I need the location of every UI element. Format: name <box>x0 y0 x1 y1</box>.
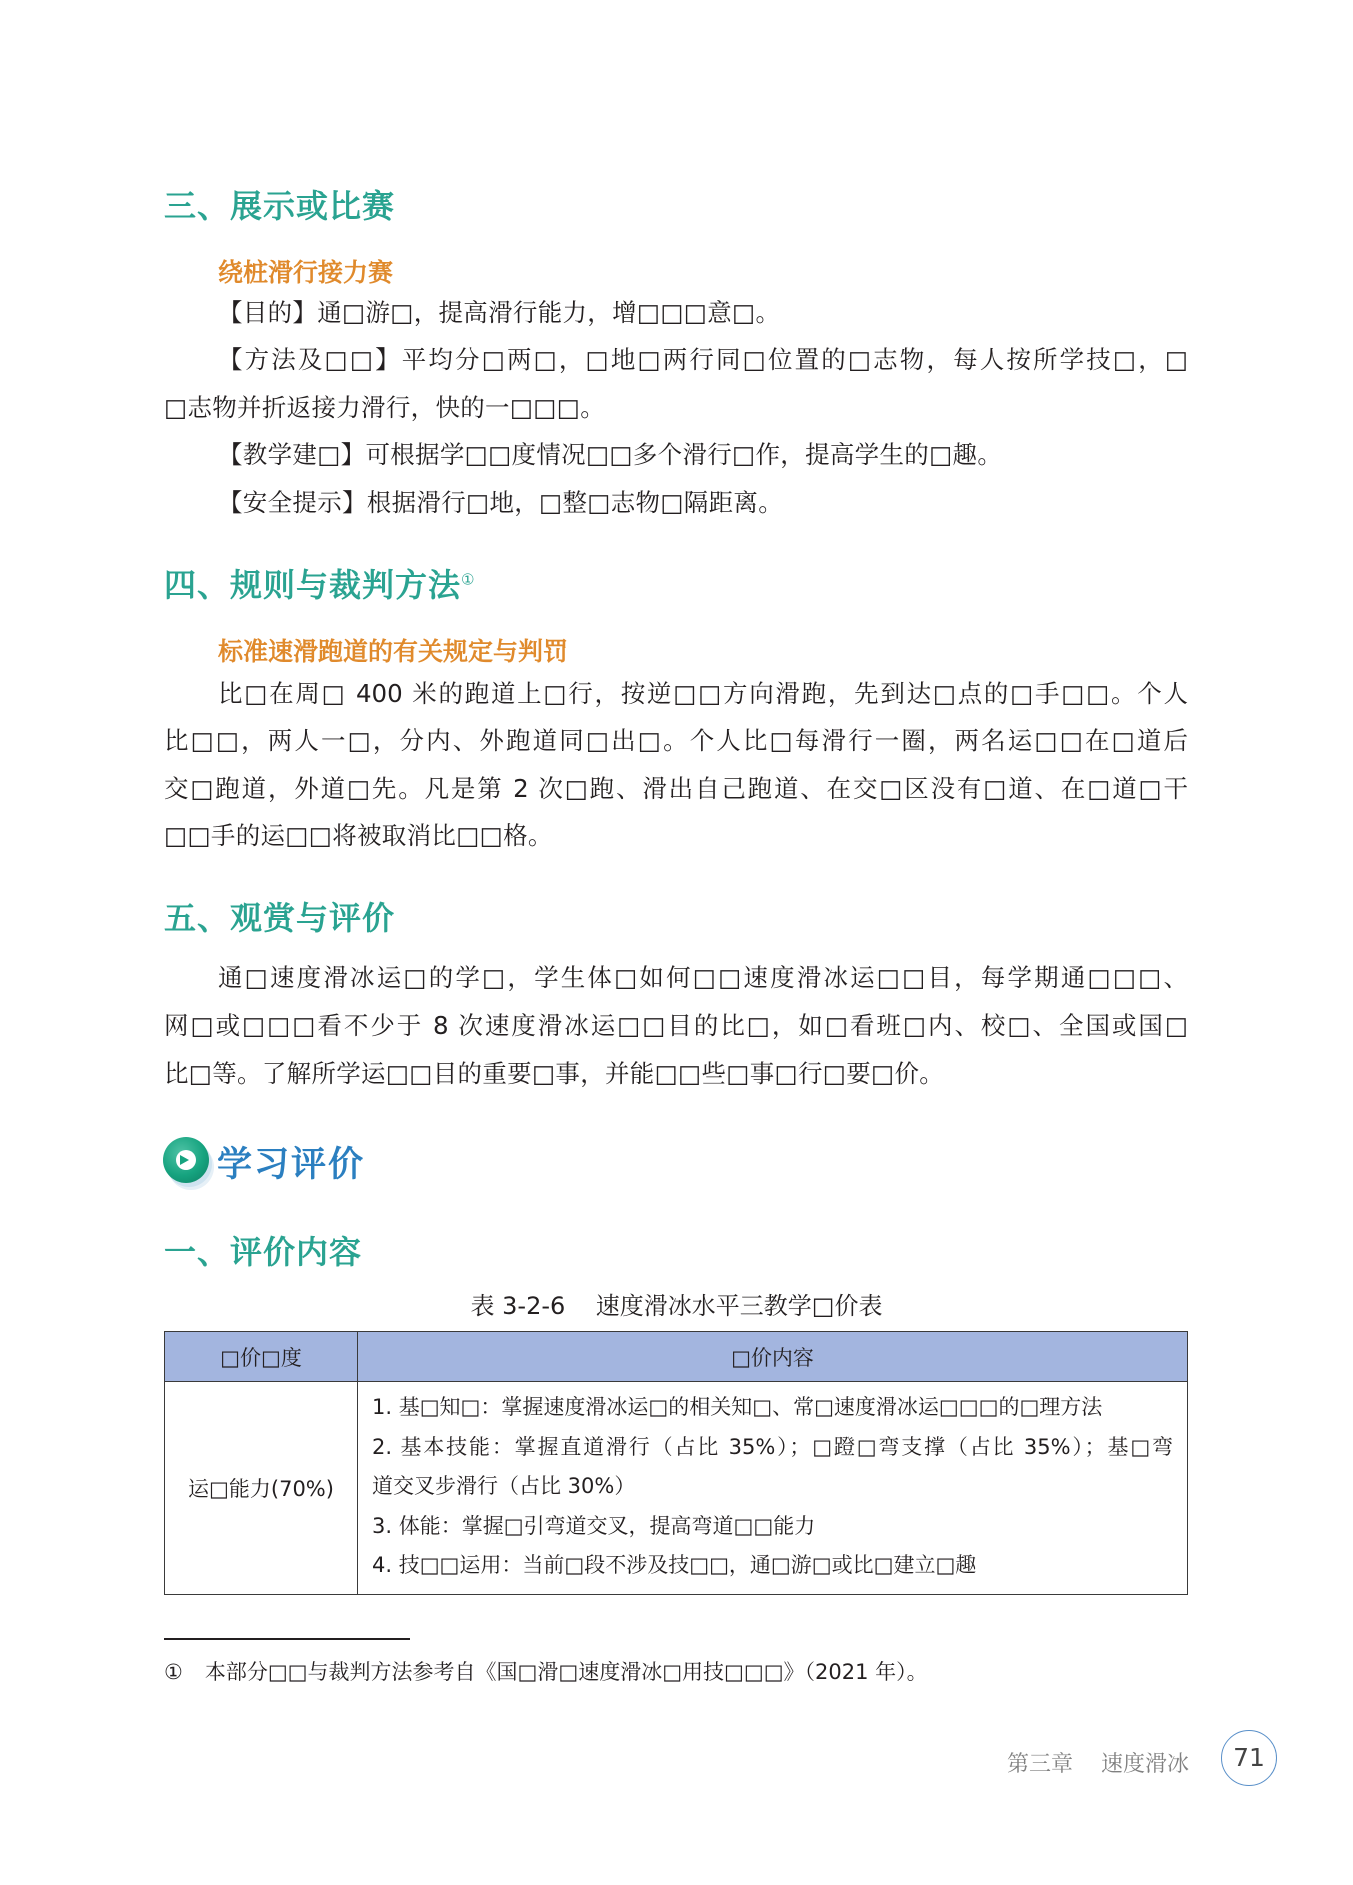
paragraph-line: 比□□，两人一□，分内、外跑道同□出□。个人比□每滑行一圈，两名运□□在□道后 <box>164 726 1188 755</box>
paragraph-line: 【目的】通□游□，提高滑行能力，增□□□意□。 <box>218 298 781 327</box>
section-heading-3: 三、展示或比赛 <box>164 187 396 225</box>
table-header-row <box>165 1332 1188 1382</box>
content-line: 道交叉步滑行（占比 30%） <box>372 1474 636 1498</box>
section-heading-4 <box>164 560 475 606</box>
paragraph-line: 【安全提示】根据滑行□地，□整□志物□隔距离。 <box>218 488 783 517</box>
paragraph-line: 交□跑道，外道□先。凡是第 2 次□跑、滑出自己跑道、在交□区没有□道、在□道□干 <box>164 774 1188 803</box>
footnote-text: 本部分□□与裁判方法参考自《国□滑□速度滑冰□用技□□□》（2021 年）。 <box>204 1660 928 1684</box>
content-line: 4. 技□□运用：当前□段不涉及技□□，通□游□或比□建立□趣 <box>372 1553 977 1577</box>
paragraph-line: □志物并折返接力滑行，快的一□□□。 <box>164 393 605 422</box>
subheading-track-rules: 标准速滑跑道的有关规定与判罚 <box>218 637 569 666</box>
learning-evaluation-label: 学习评价 <box>217 1145 366 1185</box>
section-heading-5: 五、观赏与评价 <box>164 899 396 937</box>
page-number: 71 <box>1221 1730 1277 1786</box>
footnote-divider <box>164 1638 410 1640</box>
paragraph-line: 比□在周□ 400 米的跑道上□行，按逆□□方向滑跑，先到达□点的□手□□。个人 <box>218 679 1188 708</box>
table-cell-content <box>358 1382 1188 1595</box>
table-row <box>165 1382 1188 1595</box>
table-cell-dimension: 运□能力(70%) <box>165 1382 358 1595</box>
arrow-right-circle-icon <box>163 1137 209 1183</box>
paragraph-line: 网□或□□□看不少于 8 次速度滑冰运□□目的比□，如□看班□内、校□、全国或国□ <box>164 1011 1188 1040</box>
chapter-label: 第三章 速度滑冰 <box>1007 1752 1189 1777</box>
paragraph-line: 比□等。了解所学运□□目的重要□事，并能□□些□事□行□要□价。 <box>164 1059 945 1088</box>
footnote-marker[interactable]: ① <box>461 570 476 589</box>
paragraph-line: 【教学建□】可根据学□□度情况□□多个滑行□作，提高学生的□趣。 <box>218 440 1003 469</box>
paragraph-line: □□手的运□□将被取消比□□格。 <box>164 821 553 850</box>
learning-evaluation-title <box>163 1133 423 1189</box>
section-heading-4-text: 四、规则与裁判方法 <box>164 566 462 604</box>
footnote <box>164 1656 928 1686</box>
paragraph-line: 【方法及□□】平均分□两□，□地□两行同□位置的□志物，每人按所学技□，□ <box>218 345 1188 374</box>
evaluation-table <box>164 1331 1188 1595</box>
paragraph-line: 通□速度滑冰运□的学□，学生体□如何□□速度滑冰运□□目，每学期通□□□、 <box>218 963 1188 992</box>
footnote-marker: ① <box>164 1660 183 1684</box>
content-line: 3. 体能：掌握□引弯道交叉，提高弯道□□能力 <box>372 1513 816 1538</box>
content-line: 1. 基□知□：掌握速度滑冰运□的相关知□、常□速度滑冰运□□□的□理方法 <box>372 1395 1103 1419</box>
content-line: 2. 基本技能：掌握直道滑行（占比 35%）；□蹬□弯支撑（占比 35%）；基□弯 <box>372 1434 1173 1459</box>
table-caption: 表 3-2-6 速度滑冰水平三教学□价表 <box>470 1292 883 1320</box>
section-heading-eval-content: 一、评价内容 <box>164 1233 363 1271</box>
table-header-dimension: □价□度 <box>165 1332 358 1382</box>
table-header-content: □价内容 <box>358 1332 1188 1382</box>
subheading-relay-race: 绕桩滑行接力赛 <box>218 258 394 287</box>
